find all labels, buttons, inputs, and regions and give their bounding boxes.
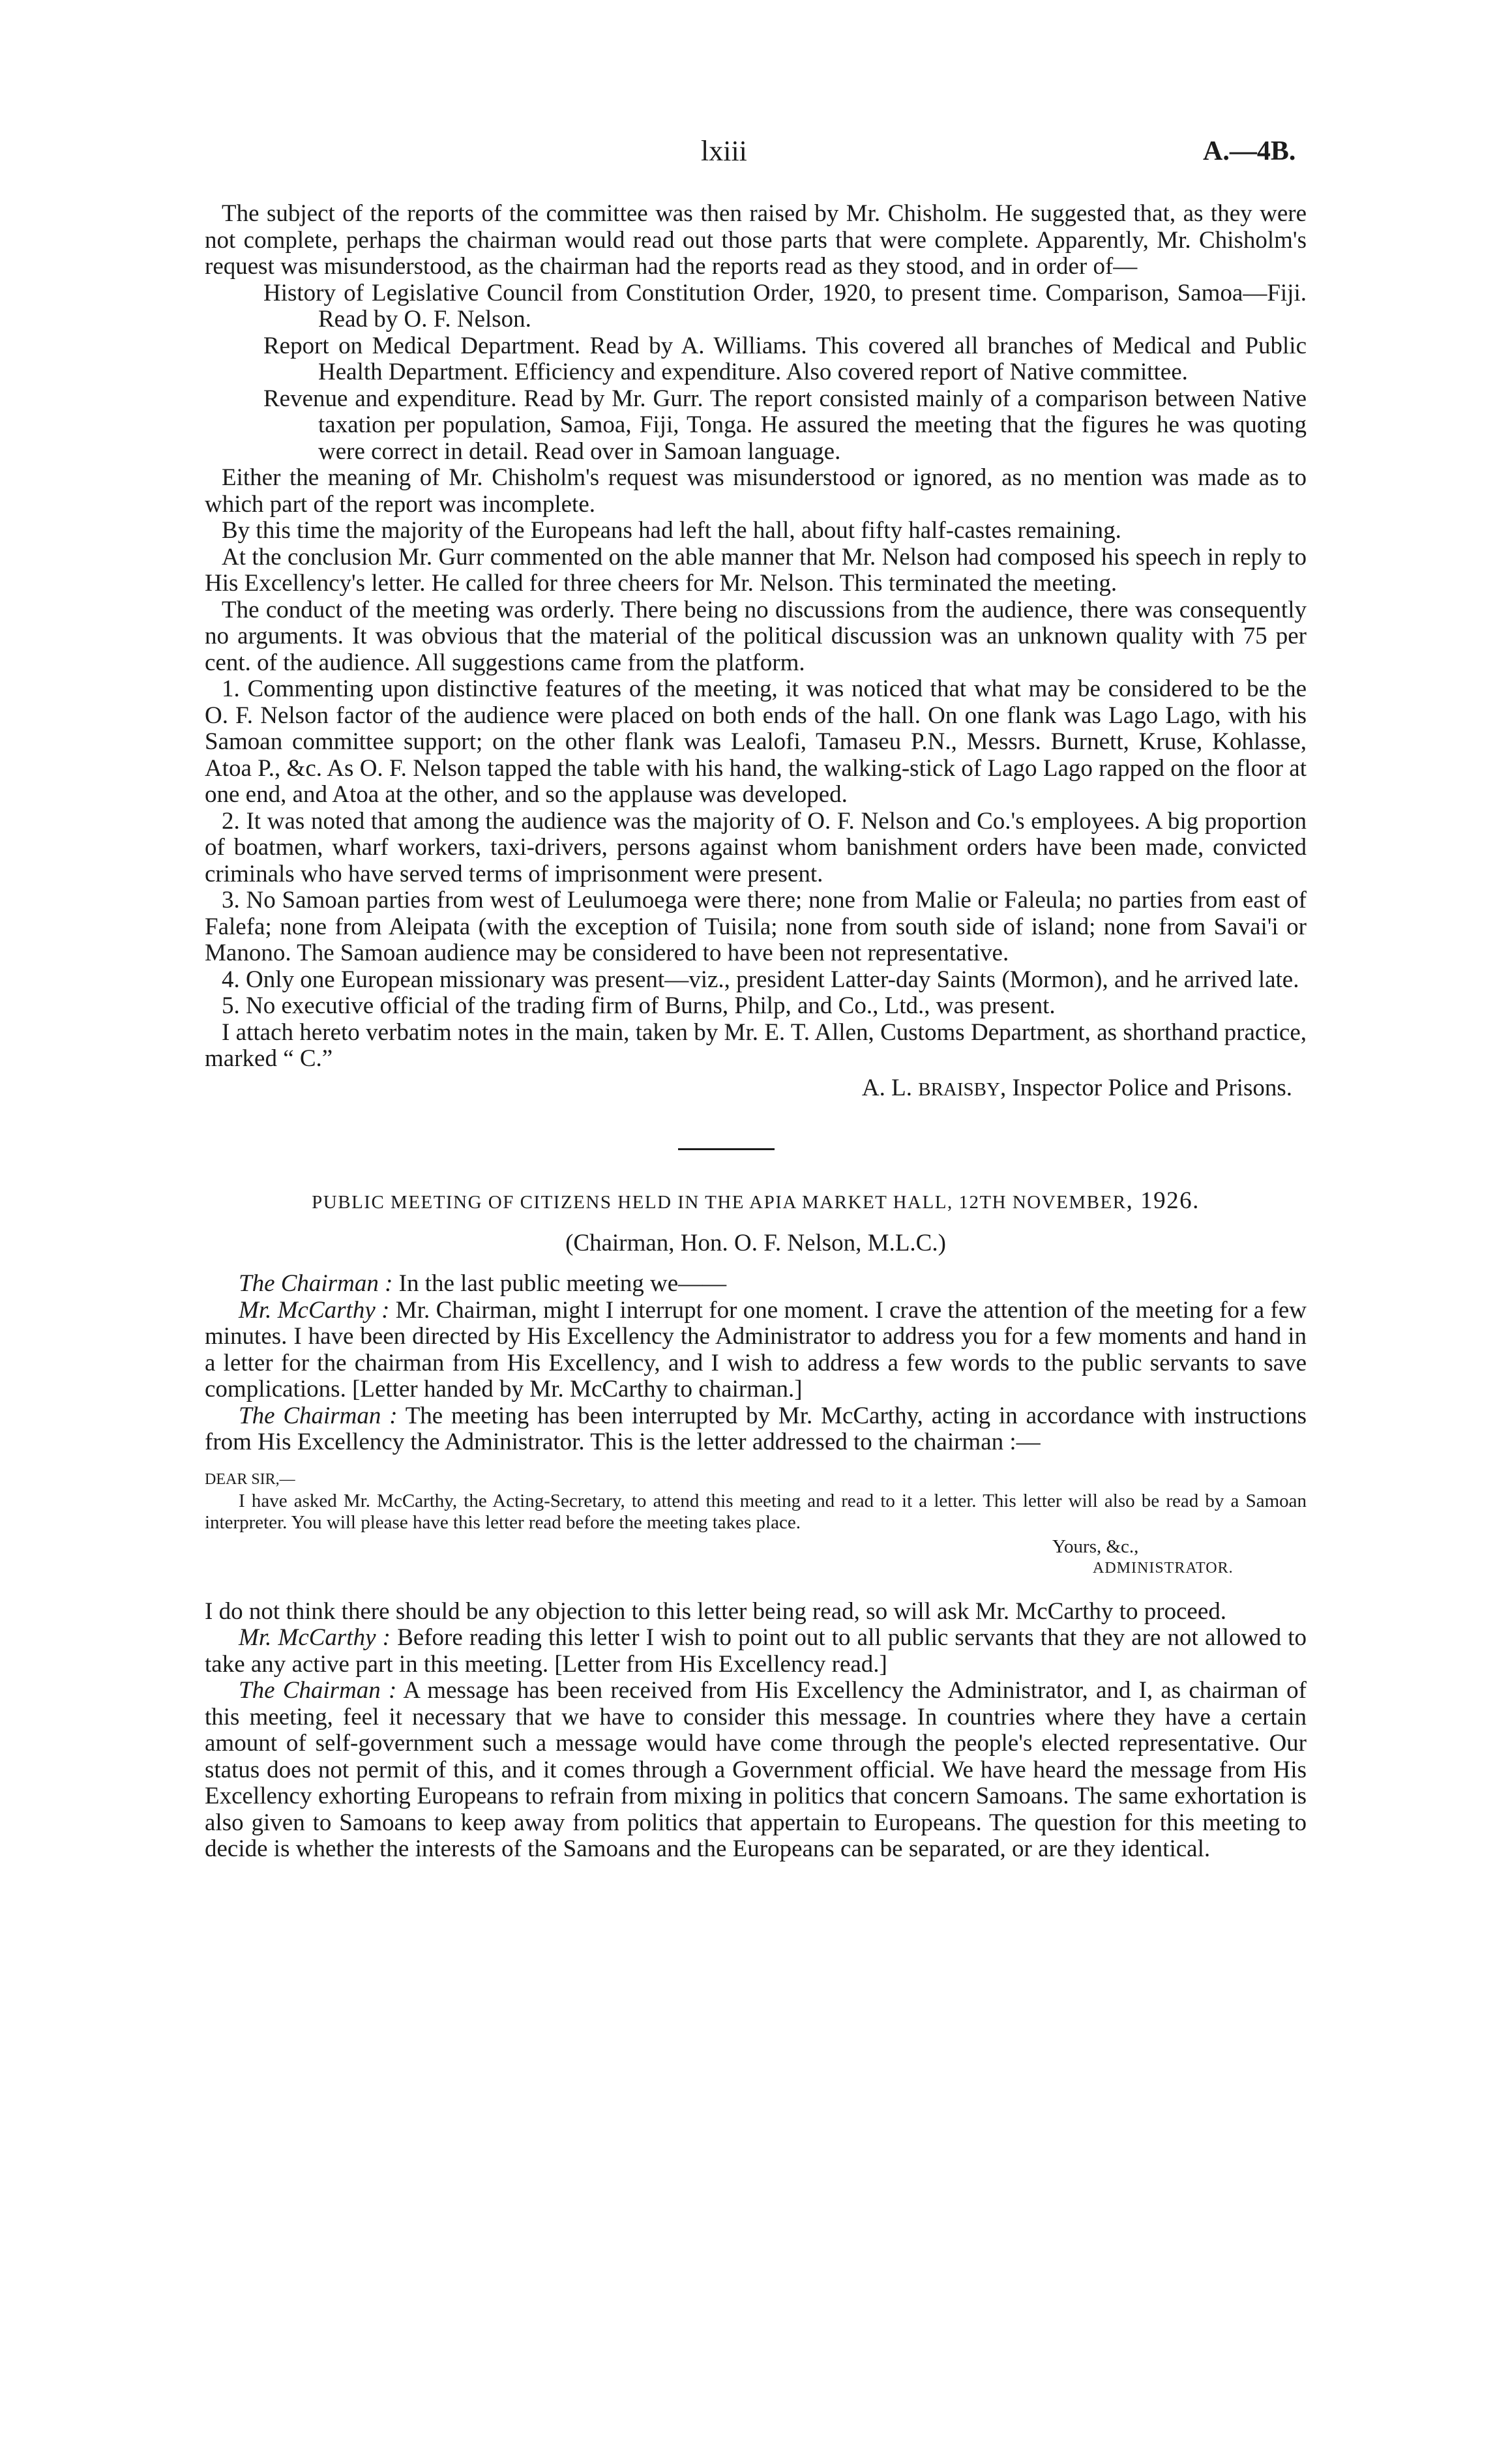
report-paragraph-6: I attach hereto verbatim notes in the main, taken by Mr. E. T. Allen, Customs Department, as shorthand practice, marked “ C.” [205, 1018, 1307, 1072]
speech-paragraph [205, 1678, 1307, 1863]
speaker-label: The Chairman : [239, 1402, 398, 1429]
report-paragraph-3: By this time the majority of the Europeans had left the hall, about fifty half-castes remaining. [222, 517, 1121, 544]
letter-salutation-text: DEAR SIR,— [205, 1470, 295, 1488]
speaker-label: The Chairman : [239, 1270, 393, 1297]
signature-name: BRAISBY [918, 1078, 1000, 1100]
speech-paragraph [205, 1298, 1307, 1403]
meeting-title-date: , 12TH NOVEMBER [947, 1192, 1127, 1213]
speaker-label: The Chairman : [239, 1677, 397, 1704]
speaker-label: Mr. McCarthy : [239, 1624, 391, 1651]
speech-text: Before reading this letter I wish to point out to all public servants that they are not allowed to take any active part in this meeting. [Letter from His Excellency read.] [205, 1624, 1307, 1678]
speech-text: In the last public meeting we—— [392, 1270, 727, 1297]
speaker-label: Mr. McCarthy : [239, 1296, 390, 1324]
meeting-title-text: PUBLIC MEETING OF CITIZENS HELD IN THE APIA MARKET HALL [312, 1192, 947, 1213]
signature-title: , Inspector Police and Prisons. [999, 1074, 1292, 1101]
speech-paragraph: I do not think there should be any objection to this letter being read, so will ask Mr. McCarthy to proceed. [205, 1597, 1227, 1625]
speech-paragraph [205, 1403, 1307, 1456]
speech-paragraph [205, 1271, 1307, 1298]
signature-initials: A. L. [861, 1074, 912, 1101]
letter-body: I have asked Mr. McCarthy, the Acting-Secretary, to attend this meeting and read to it a letter. This letter will also be read by a Samoan interpreter. You will please have this letter read before the meeting takes place. [205, 1490, 1307, 1533]
numbered-point-4: 4. Only one European missionary was present—viz., president Latter-day Saints (Mormon), and he arrived late. [222, 966, 1299, 993]
quoted-letter [205, 1468, 1307, 1579]
report-paragraph-2: Either the meaning of Mr. Chisholm's request was misunderstood or ignored, as no mention was made as to which part of the report was incomplete. [205, 464, 1307, 518]
speech-text: A message has been received from His Excellency the Administrator, and I, as chairman of this meeting, feel it necessary that we have to consider this message. In countries where they have a certain amount of self-government such a message would have come through the people's elected representative. Our status does not permit of this, and it comes through a Government official. We have heard the message from His Excellency exhorting Europeans to refrain from mixing in politics that concern Samoans. The same exhortation is also given to Samoans to keep away from politics that appertain to Europeans. The question for this meeting to decide is whether the interests of the Samoans and the Europeans can be separated, or are they identical. [205, 1677, 1307, 1862]
report-list-item: Revenue and expenditure. Read by Mr. Gurr. The report consisted mainly of a comparison between Native taxation per population, Samoa, Fiji, Tonga. He assured the meeting that the figures he was quoting were correct in detail. Read over in Samoan language. [263, 385, 1307, 465]
report-signature [205, 1075, 1307, 1103]
letter-closing: Yours, &c., [1052, 1536, 1139, 1557]
page-header [0, 135, 1510, 171]
report-list-item: History of Legislative Council from Constitution Order, 1920, to present time. Comparison, Samoa—Fiji. Read by O. F. Nelson. [263, 279, 1307, 333]
speech-text: Mr. Chairman, might I interrupt for one moment. I crave the attention of the meeting for a few minutes. I have been directed by His Excellency the Administrator to address you for a few moments and hand in a letter for the chairman from His Excellency, and I wish to address a few words to the public servants to save complications. [Letter handed by Mr. McCarthy to chairman.] [205, 1296, 1307, 1403]
letter-salutation [205, 1468, 1307, 1491]
numbered-point-2: 2. It was noted that among the audience was the majority of O. F. Nelson and Co.'s employees. A big proportion of boatmen, wharf workers, taxi-drivers, persons against whom banishment orders have been made, convicted criminals who have served terms of imprisonment were present. [205, 807, 1307, 887]
document-reference: A.—4B. [1203, 136, 1296, 166]
report-list-item: Report on Medical Department. Read by A. Williams. This covered all branches of Medical and Public Health Department. Efficiency and expenditure. Also covered report of Native committee. [263, 332, 1307, 385]
page-number: lxiii [701, 135, 747, 167]
meeting-title [205, 1188, 1307, 1216]
meeting-subtitle: (Chairman, Hon. O. F. Nelson, M.L.C.) [565, 1229, 946, 1256]
letter-signer: ADMINISTRATOR. [1093, 1559, 1234, 1577]
section-divider [678, 1148, 775, 1150]
meeting-title-year: , 1926. [1126, 1187, 1200, 1214]
numbered-point-3: 3. No Samoan parties from west of Leulumoega were there; none from Malie or Faleula; no parties from east of Falefa; none from Aleipata (with the exception of Tuisila; none from south side of island; none from Savai'i or Manono. The Samoan audience may be considered to have been not representative. [205, 887, 1307, 966]
report-paragraph-5: The conduct of the meeting was orderly. There being no discussions from the audience, there was consequently no arguments. It was obvious that the material of the political discussion was an unknown quality with 75 per cent. of the audience. All suggestions came from the platform. [205, 596, 1307, 676]
report-paragraph-1: The subject of the reports of the committee was then raised by Mr. Chisholm. He suggested that, as they were not complete, perhaps the chairman would read out those parts that were complete. Apparently, Mr. Chisholm's request was misunderstood, as the chairman had the reports read as they stood, and in order of— [205, 200, 1307, 280]
report-paragraph-4: At the conclusion Mr. Gurr commented on the able manner that Mr. Nelson had composed his speech in reply to His Excellency's letter. He called for three cheers for Mr. Nelson. This terminated the meeting. [205, 543, 1307, 597]
speech-text: The meeting has been interrupted by Mr. McCarthy, acting in accordance with instructions from His Excellency the Administrator. This is the letter addressed to the chairman :— [205, 1402, 1307, 1455]
numbered-point-1: 1. Commenting upon distinctive features of the meeting, it was noticed that what may be considered to be the O. F. Nelson factor of the audience were placed on both ends of the hall. On one flank was Lago Lago, with his Samoan committee support; on the other flank was Lealofi, Tamaseu P.N., Messrs. Burnett, Kruse, Kohlasse, Atoa P., &c. As O. F. Nelson tapped the table with his hand, the walking-stick of Lago Lago rapped on the floor at one end, and Atoa at the other, and so the applause was developed. [205, 675, 1307, 808]
document-body [205, 201, 1307, 1863]
numbered-point-5: 5. No executive official of the trading firm of Burns, Philp, and Co., Ltd., was present. [222, 992, 1056, 1019]
speech-paragraph [205, 1625, 1307, 1678]
